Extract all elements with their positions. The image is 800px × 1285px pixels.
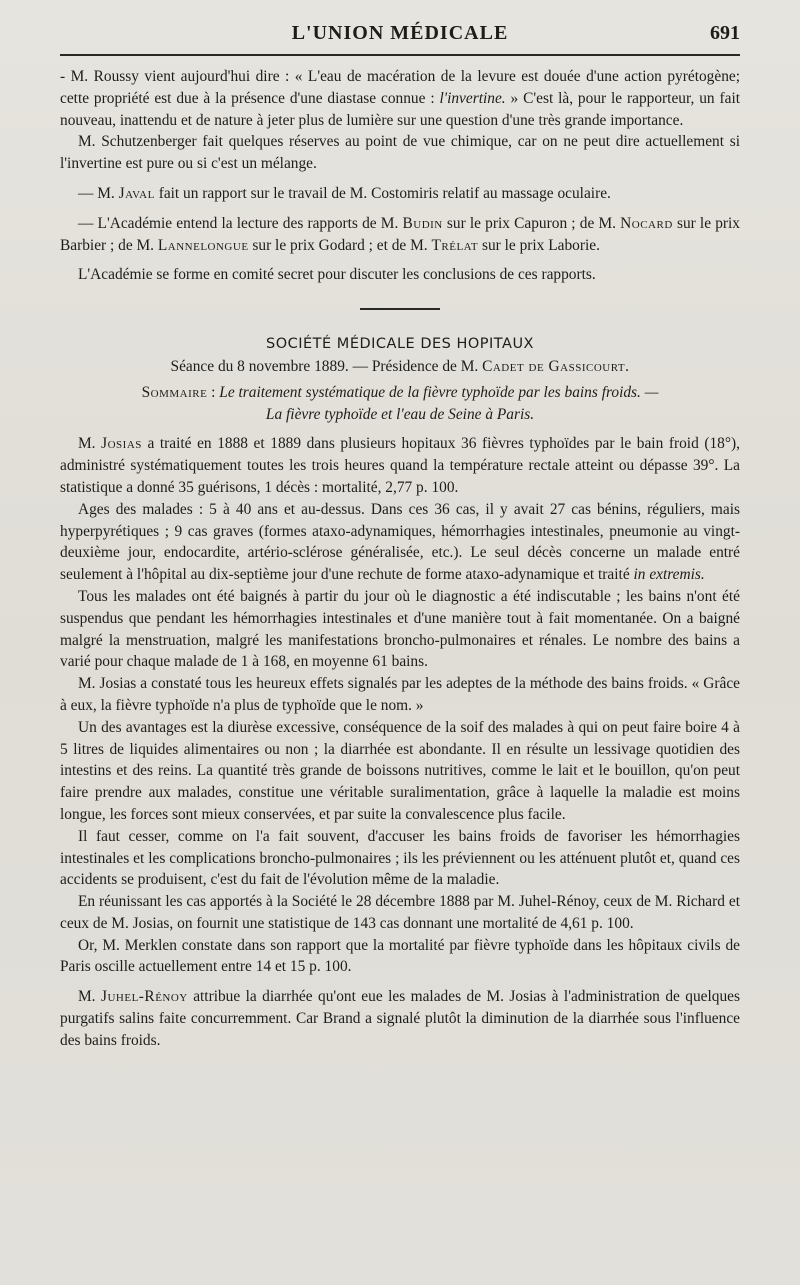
paragraph-text: sur le prix Barbier ; de M. [60, 214, 740, 254]
president-name: Cadet de Gassicourt. [482, 357, 630, 375]
running-title: L'UNION MÉDICALE [291, 22, 509, 44]
header-rule [60, 54, 740, 56]
session-text: Séance du 8 novembre 1889. — Présidence de M. [170, 357, 483, 375]
paragraph-ages [60, 499, 740, 586]
paragraph-text: M. [78, 435, 102, 453]
paragraph-prizes [60, 213, 740, 257]
author-name: Josias [101, 435, 142, 453]
italic-term: in extremis. [633, 566, 705, 584]
paragraph-text: Ages des malades : 5 à 40 ans et au-dessus. Dans ces 36 cas, il y avait 27 cas bénins, réguliers, mais hyperpyrétiques ; 9 cas graves (formes ataxo-adynamiques, hémorrhagies intestinales, pneumonie au vingt-deuxième jour, endocardite, artério-sclérose généralisée, etc.). Le seul décès concerne un malade entré seulement à l'hôpital au dix-septième jour d'une rechute de forme ataxo-adynamique et traité [60, 500, 740, 584]
paragraph-text: sur le prix Laborie. [478, 236, 600, 254]
paragraph-roussy [60, 66, 740, 131]
article-body [60, 66, 740, 1052]
author-name: Nocard [620, 214, 673, 232]
paragraph-text: sur le prix Capuron ; de M. [442, 214, 621, 232]
paragraph-text: — M. [78, 184, 119, 202]
summary-label: Sommaire [141, 383, 208, 401]
paragraph-bains: Tous les malades ont été baignés à partir du jour où le diagnostic a été indiscutable ; les bains n'ont été suspendus que pendant les hémorrhagies intestinales et d'une manière tout à fait momentanée. On a baigné malgré la menstruation, malgré les manifestations broncho-pulmonaires et rénales. Le nombre des bains a varié pour chaque malade de 1 à 168, en moyenne 61 bains. [60, 587, 740, 671]
author-name: Lannelongue [157, 236, 249, 254]
session-line [60, 356, 740, 378]
author-name: Budin [402, 214, 443, 232]
paragraph-statistique: En réunissant les cas apportés à la Société le 28 décembre 1888 par M. Juhel-Rénoy, ceux de M. Richard et ceux de M. Josias, on fournit une statistique de 143 cas donnant une mortalité de 4,61 p. 100. [60, 893, 740, 932]
paragraph-javal [60, 183, 740, 205]
paragraph-diurese: Un des avantages est la diurèse excessive, conséquence de la soif des malades à qui on peut faire boire 4 à 5 litres de liquides alimentaires ou non ; la diarrhée est abondante. Il en résulte un lessivage quotidien des intestins et des reins. La quantité très grande de boissons nutritives, comme le lait et le bouillon, qu'on peut faire prendre aux malades, constitue une véritable suralimentation, grâce à laquelle la maladie est moins longue, les forces sont mieux conservées, et par suite la convalescence plus facile. [60, 718, 740, 823]
author-name: Juhel-Rénoy [100, 988, 188, 1006]
author-name: Javal [118, 184, 155, 202]
paragraph-juhel-renoy [60, 986, 740, 1051]
paragraph-text: » C'est là, pour le rapporteur, un fait nouveau, inattendu et de nature à jeter plus de lumière sur une question d'une très grande importance. [60, 89, 740, 129]
paragraph-schutzenberger: M. Schutzenberger fait quelques réserves au point de vue chimique, car on ne peut dire actuellement si l'invertine est pure ou si c'est un mélange. [60, 133, 740, 173]
summary [60, 382, 740, 404]
section-divider [360, 308, 440, 310]
paragraph-text: - M. Roussy vient aujourd'hui dire : « L'eau de macération de la levure est douée d'une action pyrétogène; cette propriété est due à la présence d'une diastase connue : [60, 68, 740, 107]
paragraph-effets: M. Josias a constaté tous les heureux effets signalés par les adeptes de la méthode des bains froids. « Grâce à eux, la fièvre typhoïde n'a plus de typhoïde que le nom. » [60, 675, 740, 714]
paragraph-text: sur le prix Godard ; et de M. [248, 236, 432, 254]
paragraph-text: fait un rapport sur le travail de M. Costomiris relatif au massage oculaire. [154, 184, 611, 202]
author-name: Trélat [431, 236, 479, 254]
summary-item: La fièvre typhoïde et l'eau de Seine à Paris. [265, 405, 535, 423]
paragraph-hemorrhagies: Il faut cesser, comme on l'a fait souvent, d'accuser les bains froids de favoriser les hémorrhagies intestinales et les complications broncho-pulmonaires ; ils les préviennent ou les atténuent plutôt et, quand ces accidents se produisent, c'est du fait de l'évolution même de la maladie. [60, 827, 740, 889]
page-header [60, 18, 740, 52]
paragraph-merklen: Or, M. Merklen constate dans son rapport que la mortalité par fièvre typhoïde dans les hôpitaux civils de Paris oscille actuellement entre 14 et 15 p. 100. [60, 936, 740, 976]
italic-term: l'invertine. [439, 89, 506, 107]
paragraph-josias [60, 433, 740, 498]
page-number: 691 [710, 22, 740, 44]
paragraph-text: — L'Académie entend la lecture des rapports de M. [78, 214, 403, 232]
summary-separator: : [207, 383, 220, 401]
paragraph-text: a traité en 1888 et 1889 dans plusieurs hopitaux 36 fièvres typhoïdes par le bain froid (18°), administré systématiquement toutes les trois heures quand la température rectale atteint ou dépasse 39°. La statistique a donné 35 guérisons, 1 décès : mortalité, 2,77 p. 100. [60, 435, 740, 496]
paragraph-text: attribue la diarrhée qu'ont eue les malades de M. Josias à l'administration de quelques purgatifs salins faite concurremment. Car Brand a signalé plutôt la diminution de la diarrhée sous l'influence des bains froids. [60, 988, 740, 1049]
section-title: SOCIÉTÉ MÉDICALE DES HOPITAUX [266, 336, 534, 353]
summary-item: Le traitement systématique de la fièvre typhoïde par les bains froids. — [219, 383, 659, 401]
paragraph-text: M. [78, 988, 101, 1006]
paragraph-comite: L'Académie se forme en comité secret pour discuter les conclusions de ces rapports. [78, 266, 596, 284]
